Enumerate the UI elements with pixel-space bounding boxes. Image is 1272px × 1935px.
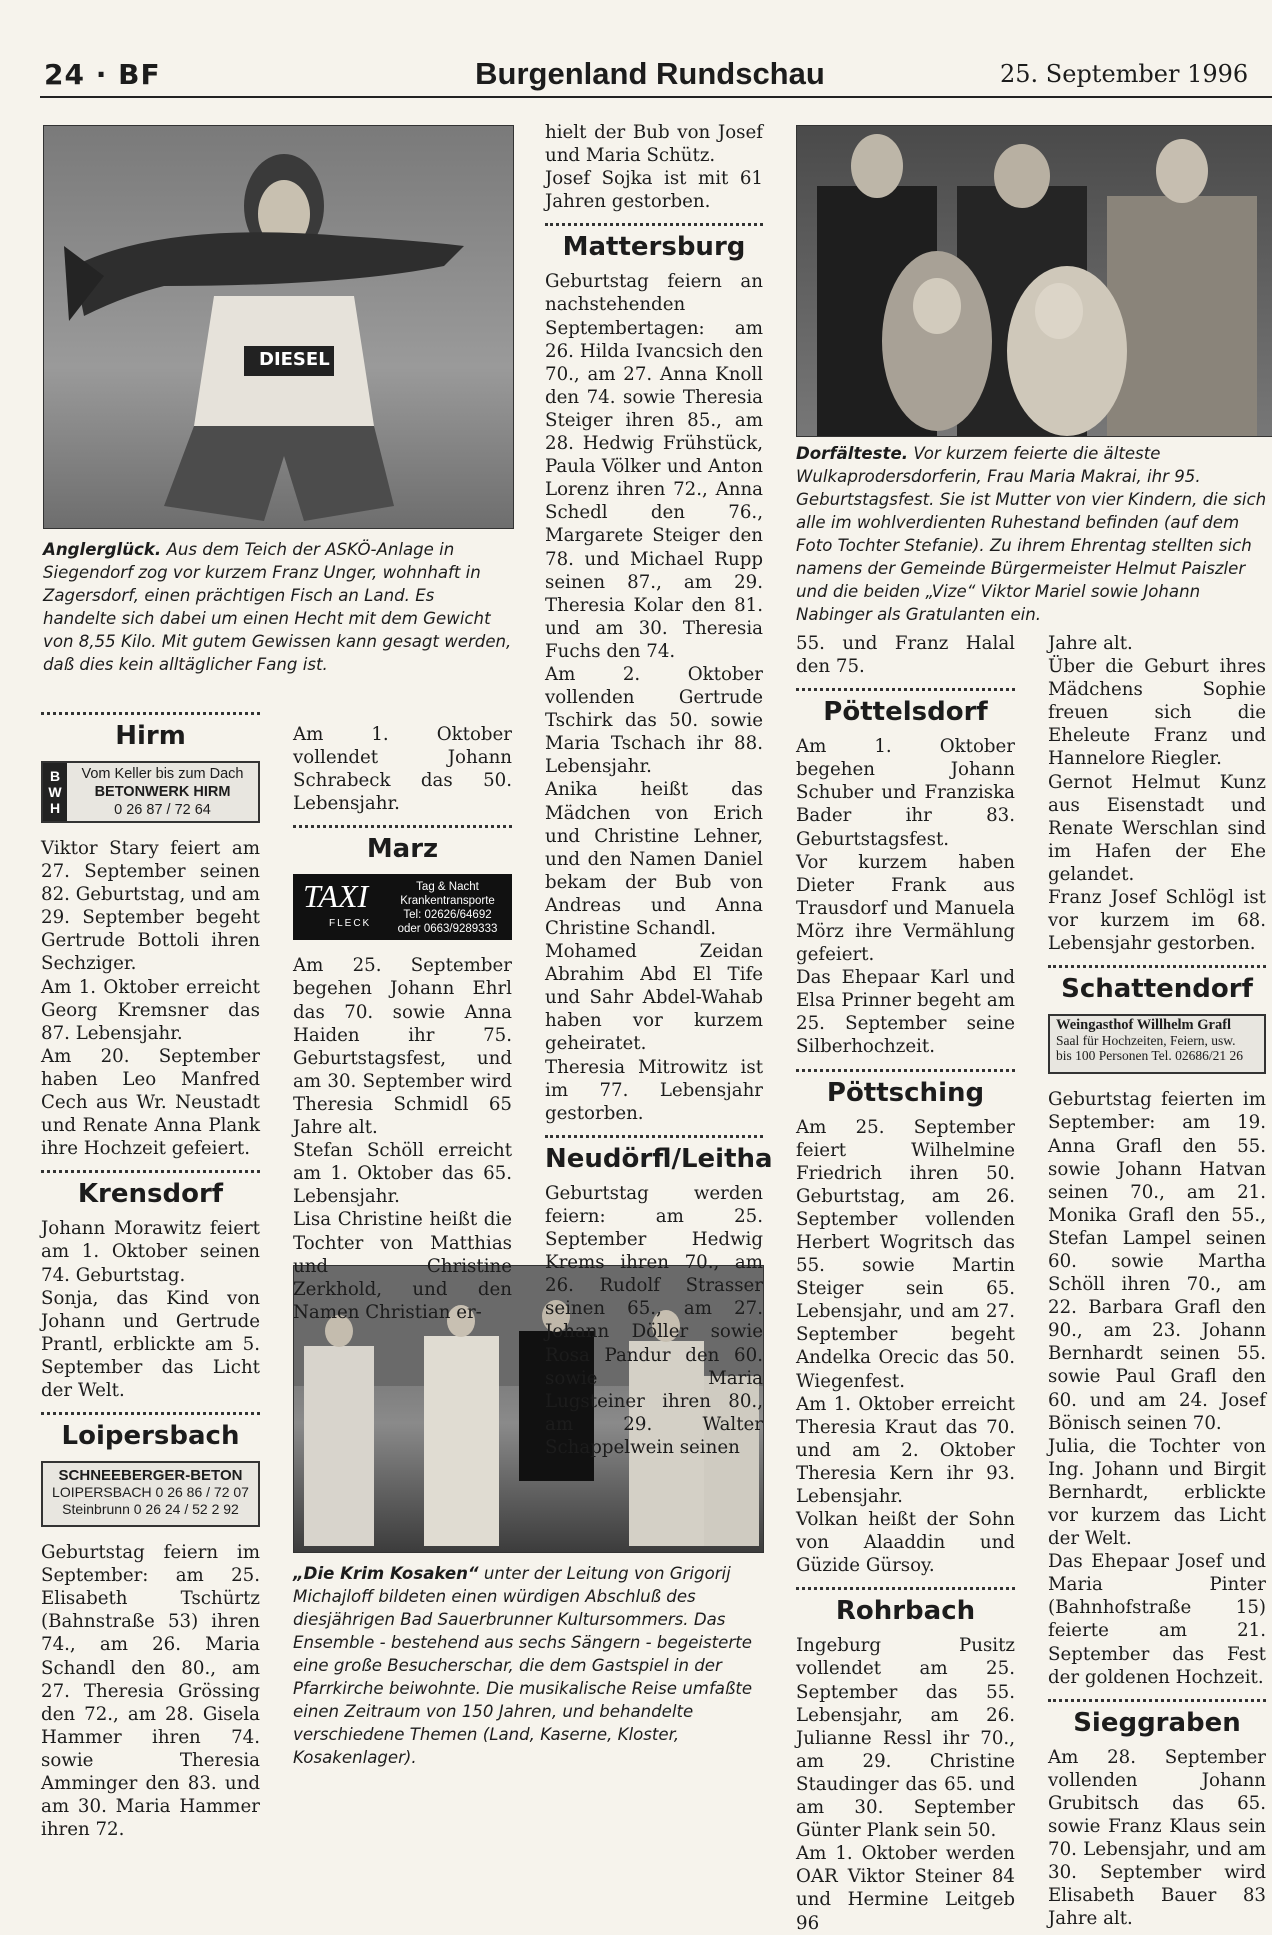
ad-text <box>385 876 510 938</box>
heading-poettsching: Pöttsching <box>826 1077 985 1108</box>
paragraph: 55. und Franz Halal den 75. <box>796 633 1015 678</box>
ad-text <box>67 763 258 821</box>
paragraph: Am 1. Oktober werden OAR Viktor Steiner 84 und Hermine Leitgeb 96 <box>796 1843 1015 1934</box>
paragraph: Am 1. Oktober erreicht Georg Kremsner das 87. Lebensjahr. <box>41 976 260 1044</box>
column-5 <box>1048 632 1266 1931</box>
paragraph: Über die Geburt ihres Mädchens Sophie freuen sich die Eheleute Franz und Hannelore Riegler. <box>1048 656 1266 770</box>
paragraph: hielt der Bub von Josef und Maria Schütz. <box>545 122 763 167</box>
heading-neudoerfl: Neudörfl/Leitha <box>545 1143 773 1174</box>
section-divider <box>796 1069 1015 1072</box>
ad-line: oder 0663/9289333 <box>397 923 498 936</box>
heading-mattersburg: Mattersburg <box>562 232 746 263</box>
paragraph: Viktor Stary feiert am 27. September seinen 82. Geburtstag, und am 29. September begeht Gertrude Bottoli ihren Sechziger. <box>41 838 260 975</box>
paragraph: Geburtstag werden feiern: am 25. September Hedwig Krems ihren 70., am 26. Rudolf Strasser seinen 65., am 27. Johann Döller sowie Rosa Pandur den 60. sowie Maria Lugsteiner ihren 80., am 29. Walter Schappelwein seinen <box>545 1182 763 1458</box>
header-rule <box>40 96 1272 98</box>
ad-line: bis 100 Personen Tel. 02686/21 26 <box>1056 1048 1244 1064</box>
ad-letter: W <box>48 784 62 800</box>
choir-caption-lead: „Die Krim Kosaken“ <box>293 1564 479 1583</box>
ad-line: Krankentransporte <box>400 895 495 908</box>
paragraph: Ingeburg Pusitz vollendet am 25. September das 55. Lebensjahr, am 26. Julianne Ressl ihr 70., am 29. Christine Staudinger das 65. und am 30. September Günter Plank sein 50. <box>796 1635 1015 1842</box>
ad-line: Saal für Hochzeiten, Feiern, usw. <box>1056 1033 1236 1049</box>
section-divider <box>41 712 260 715</box>
taxi-logo-sub: FLECK <box>329 917 372 929</box>
section-divider <box>293 825 512 828</box>
paragraph: Volkan heißt der Sohn von Alaaddin und Güzide Gürsoy. <box>796 1509 1015 1577</box>
heading-hirm: Hirm <box>115 721 186 751</box>
section-divider <box>796 688 1015 691</box>
ad-line: 0 26 87 / 72 64 <box>114 802 211 818</box>
section-divider <box>545 1135 763 1138</box>
taxi-logo-text: TAXI <box>303 877 369 914</box>
heading-rohrbach: Rohrbach <box>835 1596 976 1627</box>
paragraph: Am 20. September haben Leo Manfred Cech aus Wr. Neustadt und Renate Anna Plank ihre Hochzeit gefeiert. <box>41 1045 260 1160</box>
paragraph: Das Ehepaar Josef und Maria Pinter (Bahnhofstraße 15) feierte am 21. September das Fest der goldenen Hochzeit. <box>1048 1551 1266 1688</box>
angler-image <box>44 126 513 528</box>
angler-caption-lead: Anglerglück. <box>43 540 162 559</box>
paragraph: Jahre alt. <box>1048 633 1133 654</box>
ad-line: Tag & Nacht <box>416 881 479 894</box>
heading-sieggraben: Sieggraben <box>1073 1707 1241 1738</box>
heading-poettelsdorf: Pöttelsdorf <box>823 697 988 728</box>
ad-letter: B <box>49 768 61 784</box>
ad-taxi-fleck <box>293 874 512 940</box>
issue-date: 25. September 1996 <box>1000 60 1249 88</box>
column-1 <box>41 702 260 1841</box>
section-divider <box>796 1587 1015 1590</box>
ad-line: Vom Keller bis zum Dach <box>81 766 244 782</box>
elders-photo <box>796 125 1272 437</box>
ad-letters <box>43 763 67 821</box>
elders-caption-lead: Dorfälteste. <box>796 444 909 463</box>
taxi-logo <box>295 876 385 938</box>
ad-line: BETONWERK HIRM <box>94 784 231 800</box>
paragraph: Johann Morawitz feiert am 1. Oktober seinen 74. Geburtstag. <box>41 1218 260 1286</box>
ad-letter: H <box>49 800 61 816</box>
column-2 <box>293 723 512 1324</box>
ad-line: Steinbrunn 0 26 24 / 52 2 92 <box>62 1501 239 1518</box>
paragraph: Franz Josef Schlögl ist vor kurzem im 68. Lebensjahr gestorben. <box>1048 887 1266 955</box>
choir-caption <box>293 1562 762 1769</box>
paragraph: Josef Sojka ist mit 61 Jahren gestorben. <box>545 168 763 213</box>
angler-caption <box>43 538 512 676</box>
choir-caption-text: unter der Leitung von Grigorij Michajloff bildeten einen würdigen Abschluß des diesjährigen Bad Sauerbrunner Kultursommers. Das Ensemble - bestehend aus sechs Sängern - begeisterte eine große Besucherschar, die dem Gastspiel in der Pfarrkirche beiwohnte. Die musikalische Reise umfaßte einen Zeitraum von 150 Jahren, und behandelte verschiedene Themen (Land, Kaserne, Kloster, Kosakenlager). <box>293 1564 753 1767</box>
ad-weingasthof-grafl <box>1048 1014 1266 1074</box>
heading-marz: Marz <box>366 834 439 865</box>
elders-caption <box>796 442 1272 626</box>
elders-image <box>797 126 1272 436</box>
paragraph: Am 1. Oktober vollendet Johann Schrabeck das 50. Lebensjahr. <box>293 724 512 815</box>
paragraph: Geburtstag feiern an nachstehenden Septembertagen: am 26. Hilda Ivancsich den 70., am 27. Anna Knoll den 74. sowie Theresia Steiger ihren 85., am 28. Hedwig Frühstück, Paula Völker und Anton Lorenz ihren 72., Anna Schedl den 76., Margarete Steiger den 78. und Michael Rupp seinen 87., am 29. Theresia Kolar den 81. und am 30. Theresia Fuchs den 74. <box>545 271 763 662</box>
section-divider <box>545 223 763 226</box>
ad-line: LOIPERSBACH 0 26 86 / 72 07 <box>52 1484 249 1501</box>
paragraph: Theresia Mitrowitz ist im 77. Lebensjahr gestorben. <box>545 1056 763 1124</box>
paragraph: Sonja, das Kind von Johann und Gertrude Prantl, erblickte am 5. September das Licht der Welt. <box>41 1287 260 1401</box>
angler-photo <box>43 125 514 529</box>
heading-schattendorf: Schattendorf <box>1061 974 1253 1005</box>
paragraph: Vor kurzem haben Dieter Frank aus Trausdorf und Manuela Mörz ihre Vermählung gefeiert. <box>796 851 1015 966</box>
column-3 <box>545 121 773 1459</box>
section-divider <box>1048 1699 1266 1702</box>
paragraph: Am 28. September vollenden Johann Grubitsch das 65. sowie Franz Klaus sein 70. Lebensjahr, und am 30. September wird Elisabeth Bauer 83 Jahre alt. <box>1048 1746 1266 1930</box>
paragraph: Geburtstag feiern im September: am 25. Elisabeth Tschürtz (Bahnstraße 53) ihren 74., am 26. Maria Schandl den 80., am 27. Theresia Grössing den 72., am 28. Gisela Hammer ihren 74. sowie Theresia Amminger den 83. und am 30. Maria Hammer ihren 72. <box>41 1542 260 1841</box>
paragraph: Julia, die Tochter von Ing. Johann und Birgit Bernhardt, erblickte vor kurzem das Licht der Welt. <box>1048 1435 1266 1550</box>
ad-line: Tel: 02626/64692 <box>403 909 492 922</box>
ad-schneeberger-beton <box>41 1461 260 1527</box>
section-divider <box>41 1412 260 1415</box>
paragraph: Das Ehepaar Karl und Elsa Prinner begeht am 25. September seine Silberhochzeit. <box>796 967 1015 1058</box>
heading-loipersbach: Loipersbach <box>61 1421 240 1452</box>
angler-caption-text: Aus dem Teich der ASKÖ-Anlage in Siegendorf zog vor kurzem Franz Unger, wohnhaft in Zagersdorf, einen prächtigen Fisch an Land. Es handelte sich dabei um einen Hecht mit dem Gewicht von 8,55 Kilo. Mit gutem Gewissen kann gesagt werden, daß dies kein alltäglicher Fang ist. <box>43 540 512 674</box>
ad-betonwerk-hirm <box>41 761 260 823</box>
paragraph: Am 25. September begehen Johann Ehrl das 70. sowie Anna Haiden ihr 75. Geburtstagsfest, und am 30. September wird Theresia Schmidl 65 Jahre alt. <box>293 955 512 1139</box>
ad-line: SCHNEEBERGER-BETON <box>58 1467 243 1485</box>
paragraph: Am 1. Oktober begehen Johann Schuber und Franziska Bader ihr 83. Geburtstagsfest. <box>796 736 1015 850</box>
paragraph: Stefan Schöll erreicht am 1. Oktober das 65. Lebensjahr. <box>293 1140 512 1208</box>
elders-caption-text: Vor kurzem feierte die älteste Wulkaprodersdorferin, Frau Maria Makrai, ihr 95. Geburtstagsfest. Sie ist Mutter von vier Kindern, die sich alle im wohlverdienten Ruhestand befinden (auf dem Foto Tochter Stefanie). Zu ihrem Ehrentag stellten sich namens der Gemeinde Bürgermeister Helmut Paiszler und die beiden „Vize“ Viktor Mariel sowie Johann Nabinger als Gratulanten ein. <box>796 444 1267 624</box>
ad-line: Weingasthof Willhelm Grafl <box>1056 1017 1232 1034</box>
heading-krensdorf: Krensdorf <box>77 1179 224 1210</box>
newspaper-title: Burgenland Rundschau <box>475 56 825 91</box>
section-divider <box>41 1170 260 1173</box>
paragraph: Gernot Helmut Kunz aus Eisenstadt und Renate Werschlan sind im Hafen der Ehe gelandet. <box>1048 771 1266 885</box>
shirt-print: DIESEL <box>259 349 330 370</box>
paragraph: Anika heißt das Mädchen von Erich und Christine Lehner, und den Namen Daniel bekam der Bub von Andreas und Anna Christine Schandl. <box>545 779 763 939</box>
paragraph: Am 1. Oktober erreicht Theresia Kraut das 70. und am 2. Oktober Theresia Kern ihr 93. Lebensjahr. <box>796 1393 1015 1507</box>
paragraph: Mohamed Zeidan Abrahim Abd El Tife und Sahr Abdel-Wahab haben vor kurzem geheiratet. <box>545 941 763 1055</box>
paragraph: Am 2. Oktober vollenden Gertrude Tschirk das 50. sowie Maria Tschach ihr 88. Lebensjahr. <box>545 663 763 778</box>
paragraph: Am 25. September feiert Wilhelmine Friedrich ihren 50. Geburtstag, am 26. September vollenden Herbert Wogritsch das 55. sowie Martin Steiger sein 65. Lebensjahr, und am 27. September begeht Andelka Orecic das 50. Wiegenfest. <box>796 1116 1015 1392</box>
section-divider <box>1048 965 1266 968</box>
column-4 <box>796 632 1015 1935</box>
paragraph: Lisa Christine heißt die Tochter von Matthias und Christine Zerkhold, und den Namen Christian er- <box>293 1209 512 1323</box>
page-number: 24 · BF <box>44 58 161 91</box>
paragraph: Geburtstag feierten im September: am 19. Anna Grafl den 55. sowie Johann Hatvan seinen 70., am 21. Monika Grafl den 55., Stefan Lampel seinen 60. sowie Martha Schöll ihren 70., am 22. Barbara Grafl den 90., am 23. Johann Bernhardt seinen 55. sowie Paul Grafl den 60. und am 24. Josef Bönisch seinen 70. <box>1048 1089 1266 1434</box>
